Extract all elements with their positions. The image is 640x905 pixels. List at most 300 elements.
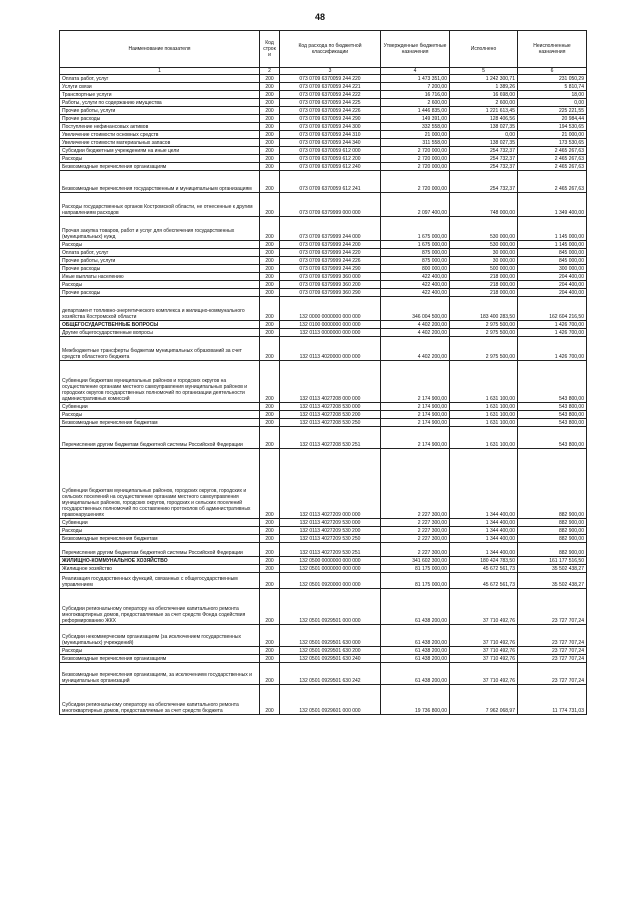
row-executed: 500 000,00 — [450, 265, 518, 273]
row-remaining: 882 900,00 — [518, 449, 587, 519]
table-row — [60, 217, 587, 241]
row-remaining: 845 000,00 — [518, 257, 587, 265]
row-name: Иные выплаты населению — [60, 273, 260, 281]
row-budget-code: 073 0709 6370059 244 300 — [280, 123, 381, 131]
row-budget-code: 132 0501 0920000 000 000 — [280, 573, 381, 589]
row-executed: 128 406,56 — [450, 115, 518, 123]
table-row — [60, 83, 587, 91]
row-remaining: 23 727 707,24 — [518, 647, 587, 655]
row-approved: 2 227 300,00 — [381, 449, 450, 519]
row-approved: 2 600,00 — [381, 99, 450, 107]
row-approved: 4 402 200,00 — [381, 321, 450, 329]
row-line-code: 200 — [260, 685, 280, 715]
row-name: Работы, услуги по содержанию имущества — [60, 99, 260, 107]
row-remaining: 1 426 700,00 — [518, 329, 587, 337]
row-name: департамент топливно-энергетического комплекса и жилищно-коммунального хозяйства Костромской области — [60, 297, 260, 321]
row-remaining: 18,00 — [518, 91, 587, 99]
row-line-code: 200 — [260, 527, 280, 535]
row-line-code: 200 — [260, 655, 280, 663]
row-executed: 1 221 613,45 — [450, 107, 518, 115]
row-name: Безвозмездные перечисления бюджетам — [60, 535, 260, 543]
row-executed: 254 732,37 — [450, 155, 518, 163]
row-budget-code: 073 0709 6370059 244 222 — [280, 91, 381, 99]
row-executed: 1 631 100,00 — [450, 361, 518, 403]
row-approved: 341 602 300,00 — [381, 557, 450, 565]
row-line-code: 200 — [260, 543, 280, 557]
table-row — [60, 321, 587, 329]
row-name: Прочая закупка товаров, работ и услуг для обеспечения государственных (муниципальных) нужд — [60, 217, 260, 241]
row-name: Безвозмездные перечисления организациям — [60, 655, 260, 663]
row-budget-code: 073 0709 6370059 244 310 — [280, 131, 381, 139]
row-name: ЖИЛИЩНО-КОММУНАЛЬНОЕ ХОЗЯЙСТВО — [60, 557, 260, 565]
row-budget-code: 132 0113 4027209 530 251 — [280, 543, 381, 557]
row-remaining: 23 727 707,24 — [518, 589, 587, 625]
table-row — [60, 75, 587, 83]
row-approved: 2 227 300,00 — [381, 527, 450, 535]
row-remaining: 35 502 438,27 — [518, 565, 587, 573]
row-remaining: 2 465 267,63 — [518, 147, 587, 155]
row-executed: 1 631 100,00 — [450, 403, 518, 411]
row-executed: 254 732,37 — [450, 147, 518, 155]
column-number: 2 — [260, 68, 280, 75]
row-line-code: 200 — [260, 411, 280, 419]
table-row — [60, 337, 587, 361]
row-remaining: 162 604 216,50 — [518, 297, 587, 321]
row-executed: 37 710 492,76 — [450, 647, 518, 655]
row-line-code: 200 — [260, 155, 280, 163]
row-line-code: 200 — [260, 139, 280, 147]
table-row — [60, 543, 587, 557]
column-number-row — [60, 68, 587, 75]
row-remaining: 161 177 516,50 — [518, 557, 587, 565]
row-budget-code: 132 0501 0929501 630 242 — [280, 663, 381, 685]
table-row — [60, 91, 587, 99]
header-executed: Исполнено — [450, 31, 518, 68]
row-approved: 2 720 000,00 — [381, 155, 450, 163]
table-row — [60, 163, 587, 171]
row-remaining: 35 502 438,27 — [518, 573, 587, 589]
row-line-code: 200 — [260, 115, 280, 123]
row-remaining: 2 465 267,63 — [518, 171, 587, 193]
column-number: 1 — [60, 68, 260, 75]
row-remaining: 2 465 267,63 — [518, 155, 587, 163]
row-line-code: 200 — [260, 419, 280, 427]
row-remaining: 882 900,00 — [518, 543, 587, 557]
row-approved: 21 000,00 — [381, 131, 450, 139]
row-name: Прочие работы, услуги — [60, 257, 260, 265]
row-line-code: 200 — [260, 217, 280, 241]
row-budget-code: 073 0709 6379999 244 220 — [280, 249, 381, 257]
row-remaining: 231 050,29 — [518, 75, 587, 83]
row-budget-code: 132 0113 4027208 530 000 — [280, 403, 381, 411]
row-line-code: 200 — [260, 297, 280, 321]
row-executed: 1 631 100,00 — [450, 411, 518, 419]
row-line-code: 200 — [260, 337, 280, 361]
column-number: 5 — [450, 68, 518, 75]
row-budget-code: 073 0709 6370059 244 225 — [280, 99, 381, 107]
row-remaining: 0,00 — [518, 99, 587, 107]
row-line-code: 200 — [260, 403, 280, 411]
row-budget-code: 132 0113 4027208 530 200 — [280, 411, 381, 419]
row-remaining: 882 900,00 — [518, 527, 587, 535]
row-line-code: 200 — [260, 193, 280, 217]
header-budget-classification: Код расхода по бюджетной классификации — [280, 31, 381, 68]
table-row — [60, 449, 587, 519]
row-approved: 19 736 800,00 — [381, 685, 450, 715]
row-line-code: 200 — [260, 163, 280, 171]
row-remaining: 300 000,00 — [518, 265, 587, 273]
row-line-code: 200 — [260, 273, 280, 281]
table-row — [60, 663, 587, 685]
row-approved: 332 558,00 — [381, 123, 450, 131]
table-row — [60, 625, 587, 647]
row-budget-code: 132 0501 0000000 000 000 — [280, 565, 381, 573]
table-row — [60, 527, 587, 535]
row-approved: 422 400,00 — [381, 273, 450, 281]
row-name: Жилищное хозяйство — [60, 565, 260, 573]
row-executed: 37 710 492,76 — [450, 589, 518, 625]
table-row — [60, 273, 587, 281]
row-budget-code: 132 0113 4027209 530 200 — [280, 527, 381, 535]
row-line-code: 200 — [260, 427, 280, 449]
row-executed: 2 975 500,00 — [450, 329, 518, 337]
header-remaining: Неисполненные назначения — [518, 31, 587, 68]
row-budget-code: 132 0113 4027208 530 251 — [280, 427, 381, 449]
row-executed: 180 424 783,50 — [450, 557, 518, 565]
row-remaining: 543 800,00 — [518, 361, 587, 403]
row-budget-code: 132 0113 4027209 530 250 — [280, 535, 381, 543]
row-executed: 183 400 283,50 — [450, 297, 518, 321]
row-line-code: 200 — [260, 281, 280, 289]
row-approved: 2 720 000,00 — [381, 171, 450, 193]
row-budget-code: 132 0501 0929501 000 000 — [280, 589, 381, 625]
row-name: Оплата работ, услуг — [60, 249, 260, 257]
row-remaining: 543 800,00 — [518, 403, 587, 411]
row-approved: 61 438 200,00 — [381, 663, 450, 685]
row-executed: 30 000,00 — [450, 257, 518, 265]
row-name: Субсидии некоммерческим организациям (за исключением государственных (муниципальных) учреждений) — [60, 625, 260, 647]
row-name: Услуги связи — [60, 83, 260, 91]
row-budget-code: 132 0113 4027209 530 000 — [280, 519, 381, 527]
row-remaining: 225 221,55 — [518, 107, 587, 115]
row-budget-code: 132 0100 0000000 000 000 — [280, 321, 381, 329]
row-remaining: 845 000,00 — [518, 249, 587, 257]
row-line-code: 200 — [260, 75, 280, 83]
row-approved: 2 174 900,00 — [381, 361, 450, 403]
row-remaining: 882 900,00 — [518, 519, 587, 527]
row-remaining: 2 465 267,63 — [518, 163, 587, 171]
table-row — [60, 123, 587, 131]
row-line-code: 200 — [260, 131, 280, 139]
row-remaining: 11 774 731,03 — [518, 685, 587, 715]
row-name: Реализация государственных функций, связанных с общегосударственным управлением — [60, 573, 260, 589]
row-budget-code: 132 0501 0929501 630 200 — [280, 647, 381, 655]
column-number: 3 — [280, 68, 381, 75]
row-remaining: 23 727 707,24 — [518, 655, 587, 663]
row-remaining: 204 400,00 — [518, 273, 587, 281]
header-line-code: Код строк и — [260, 31, 280, 68]
row-budget-code: 073 0709 6370059 244 220 — [280, 75, 381, 83]
row-line-code: 200 — [260, 241, 280, 249]
row-remaining: 204 400,00 — [518, 289, 587, 297]
row-budget-code: 073 0709 6370059 612 200 — [280, 155, 381, 163]
budget-execution-table — [59, 30, 587, 715]
table-row — [60, 411, 587, 419]
row-remaining: 20 984,44 — [518, 115, 587, 123]
row-remaining: 1 349 400,00 — [518, 193, 587, 217]
row-approved: 422 400,00 — [381, 289, 450, 297]
row-executed: 1 631 100,00 — [450, 419, 518, 427]
row-executed: 530 000,00 — [450, 241, 518, 249]
row-remaining: 194 530,65 — [518, 123, 587, 131]
row-executed: 16 698,00 — [450, 91, 518, 99]
row-budget-code: 132 0000 0000000 000 000 — [280, 297, 381, 321]
row-line-code: 200 — [260, 565, 280, 573]
row-approved: 800 000,00 — [381, 265, 450, 273]
row-executed: 138 027,35 — [450, 123, 518, 131]
row-name: Расходы — [60, 647, 260, 655]
row-remaining: 204 400,00 — [518, 281, 587, 289]
table-row — [60, 281, 587, 289]
row-budget-code: 073 0709 6370059 244 290 — [280, 115, 381, 123]
header-approved: Утвержденные бюджетные назначения — [381, 31, 450, 68]
row-remaining: 23 727 707,24 — [518, 663, 587, 685]
row-name: Субсидии бюджетным учреждениям на иные цели — [60, 147, 260, 155]
row-name: Безвозмездные перечисления бюджетам — [60, 419, 260, 427]
row-line-code: 200 — [260, 171, 280, 193]
row-name: Расходы — [60, 155, 260, 163]
row-approved: 1 675 000,00 — [381, 241, 450, 249]
row-line-code: 200 — [260, 647, 280, 655]
row-name: Перечисления другим бюджетам бюджетной системы Российской Федерации — [60, 427, 260, 449]
row-budget-code: 073 0709 6379999 360 000 — [280, 273, 381, 281]
table-row — [60, 655, 587, 663]
row-approved: 1 446 835,00 — [381, 107, 450, 115]
row-line-code: 200 — [260, 91, 280, 99]
row-remaining: 1 426 700,00 — [518, 337, 587, 361]
row-line-code: 200 — [260, 573, 280, 589]
table-row — [60, 171, 587, 193]
table-row — [60, 265, 587, 273]
row-approved: 875 000,00 — [381, 249, 450, 257]
row-budget-code: 073 0709 6379999 360 200 — [280, 281, 381, 289]
row-remaining: 543 800,00 — [518, 411, 587, 419]
table-row — [60, 131, 587, 139]
table-row — [60, 115, 587, 123]
row-name: Оплата работ, услуг — [60, 75, 260, 83]
table-row — [60, 557, 587, 565]
table-row — [60, 155, 587, 163]
table-row — [60, 647, 587, 655]
column-number: 6 — [518, 68, 587, 75]
table-row — [60, 99, 587, 107]
row-executed: 45 672 561,73 — [450, 573, 518, 589]
row-executed: 1 344 400,00 — [450, 449, 518, 519]
row-budget-code: 073 0709 6379999 244 200 — [280, 241, 381, 249]
row-approved: 1 473 351,00 — [381, 75, 450, 83]
row-executed: 748 000,00 — [450, 193, 518, 217]
row-budget-code: 073 0709 6379999 244 000 — [280, 217, 381, 241]
row-executed: 2 975 500,00 — [450, 337, 518, 361]
row-line-code: 200 — [260, 449, 280, 519]
row-executed: 218 000,00 — [450, 289, 518, 297]
row-budget-code: 073 0709 6370059 244 226 — [280, 107, 381, 115]
row-budget-code: 132 0113 4027208 530 250 — [280, 419, 381, 427]
row-name: Прочие расходы — [60, 115, 260, 123]
row-approved: 16 716,00 — [381, 91, 450, 99]
row-approved: 2 720 000,00 — [381, 163, 450, 171]
row-approved: 2 227 300,00 — [381, 543, 450, 557]
row-line-code: 200 — [260, 663, 280, 685]
row-executed: 37 710 492,76 — [450, 655, 518, 663]
row-approved: 2 720 000,00 — [381, 147, 450, 155]
table-row — [60, 419, 587, 427]
column-number: 4 — [381, 68, 450, 75]
row-budget-code: 132 0113 4027208 000 000 — [280, 361, 381, 403]
row-budget-code: 073 0709 6379999 244 290 — [280, 265, 381, 273]
row-budget-code: 073 0709 6379999 000 000 — [280, 193, 381, 217]
row-line-code: 200 — [260, 99, 280, 107]
row-remaining: 1 145 000,00 — [518, 217, 587, 241]
row-line-code: 200 — [260, 321, 280, 329]
row-approved: 7 200,00 — [381, 83, 450, 91]
row-line-code: 200 — [260, 519, 280, 527]
row-executed: 1 389,26 — [450, 83, 518, 91]
row-remaining: 543 800,00 — [518, 427, 587, 449]
row-line-code: 200 — [260, 123, 280, 131]
row-budget-code: 132 0113 4027209 000 000 — [280, 449, 381, 519]
row-line-code: 200 — [260, 329, 280, 337]
row-name: Увеличение стоимости основных средств — [60, 131, 260, 139]
table-row — [60, 241, 587, 249]
table-row — [60, 249, 587, 257]
row-line-code: 200 — [260, 83, 280, 91]
row-executed: 2 975 500,00 — [450, 321, 518, 329]
row-approved: 61 438 200,00 — [381, 655, 450, 663]
row-name: Увеличение стоимости материальных запасов — [60, 139, 260, 147]
row-name: Расходы государственных органов Костромской области, не отнесенные к другим направлениям расходов — [60, 193, 260, 217]
row-remaining: 23 727 707,24 — [518, 625, 587, 647]
row-name: Субвенции — [60, 519, 260, 527]
table-row — [60, 427, 587, 449]
row-approved: 81 175 000,00 — [381, 573, 450, 589]
row-executed: 45 672 561,73 — [450, 565, 518, 573]
row-approved: 346 004 500,00 — [381, 297, 450, 321]
row-name: Расходы — [60, 527, 260, 535]
row-name: Прочие расходы — [60, 265, 260, 273]
table-body — [60, 75, 587, 715]
row-approved: 422 400,00 — [381, 281, 450, 289]
row-line-code: 200 — [260, 289, 280, 297]
row-approved: 4 402 200,00 — [381, 329, 450, 337]
row-executed: 530 000,00 — [450, 217, 518, 241]
row-name: Безвозмездные перечисления организациям — [60, 163, 260, 171]
table-row — [60, 257, 587, 265]
table-row — [60, 573, 587, 589]
row-executed: 2 600,00 — [450, 99, 518, 107]
row-executed: 1 344 400,00 — [450, 535, 518, 543]
table-row — [60, 147, 587, 155]
row-remaining: 21 000,00 — [518, 131, 587, 139]
row-budget-code: 073 0709 6370059 244 340 — [280, 139, 381, 147]
table-row — [60, 329, 587, 337]
row-remaining: 173 530,65 — [518, 139, 587, 147]
row-remaining: 1 426 700,00 — [518, 321, 587, 329]
row-name: Субвенции бюджетам муниципальных районов и городских округов на осуществление органами местного самоуправления муниципальных районов и городских округов государственных полномочий по организации деятельности административных комиссий — [60, 361, 260, 403]
row-name: Прочие работы, услуги — [60, 107, 260, 115]
row-line-code: 200 — [260, 249, 280, 257]
row-approved: 61 438 200,00 — [381, 625, 450, 647]
row-executed: 1 344 400,00 — [450, 527, 518, 535]
row-budget-code: 073 0709 6370059 612 240 — [280, 163, 381, 171]
row-budget-code: 073 0709 6370059 612 000 — [280, 147, 381, 155]
row-line-code: 200 — [260, 361, 280, 403]
header-indicator-name: Наименование показателя — [60, 31, 260, 68]
row-name: Перечисления другим бюджетам бюджетной системы Российской Федерации — [60, 543, 260, 557]
row-line-code: 200 — [260, 625, 280, 647]
table-header-row — [60, 31, 587, 68]
row-name: Межбюджетные трансферты бюджетам муниципальных образований за счет средств областного бюджета — [60, 337, 260, 361]
row-executed: 218 000,00 — [450, 273, 518, 281]
row-name: Безвозмездные перечисления государственным и муниципальным организациям — [60, 171, 260, 193]
row-budget-code: 132 0500 0000000 000 000 — [280, 557, 381, 565]
row-executed: 218 000,00 — [450, 281, 518, 289]
row-budget-code: 132 0501 0929501 630 000 — [280, 625, 381, 647]
row-executed: 37 710 492,76 — [450, 663, 518, 685]
row-name: Расходы — [60, 241, 260, 249]
row-name: Расходы — [60, 281, 260, 289]
row-name: Субвенции бюджетам муниципальных районов, городских округов, городских и сельских поселений на осуществление органами местного самоуправления муниципальных районов, городских округов, городских и сельских поселений государственных полномочий по составлению протоколов об административных правонарушениях — [60, 449, 260, 519]
row-executed: 1 631 100,00 — [450, 427, 518, 449]
table-row — [60, 361, 587, 403]
row-approved: 2 097 400,00 — [381, 193, 450, 217]
table-row — [60, 193, 587, 217]
row-approved: 61 438 200,00 — [381, 647, 450, 655]
row-name: Безвозмездные перечисления организациям, за исключением государственных и муниципальных организаций — [60, 663, 260, 685]
row-name: Субвенции — [60, 403, 260, 411]
row-executed: 1 242 300,71 — [450, 75, 518, 83]
table-row — [60, 519, 587, 527]
row-budget-code: 073 0709 6379999 244 226 — [280, 257, 381, 265]
row-line-code: 200 — [260, 107, 280, 115]
row-approved: 1 675 000,00 — [381, 217, 450, 241]
row-executed: 7 962 068,97 — [450, 685, 518, 715]
row-approved: 61 438 200,00 — [381, 589, 450, 625]
row-remaining: 1 145 000,00 — [518, 241, 587, 249]
row-budget-code: 132 0113 0000000 000 000 — [280, 329, 381, 337]
row-line-code: 200 — [260, 557, 280, 565]
row-budget-code: 073 0709 6370059 612 241 — [280, 171, 381, 193]
page-number: 48 — [314, 12, 325, 22]
row-executed: 1 344 400,00 — [450, 543, 518, 557]
row-executed: 30 000,00 — [450, 249, 518, 257]
row-line-code: 200 — [260, 257, 280, 265]
row-executed: 254 732,37 — [450, 163, 518, 171]
row-approved: 2 174 900,00 — [381, 427, 450, 449]
row-remaining: 5 810,74 — [518, 83, 587, 91]
row-approved: 311 558,00 — [381, 139, 450, 147]
row-name: Прочие расходы — [60, 289, 260, 297]
row-approved: 2 174 900,00 — [381, 403, 450, 411]
row-budget-code: 073 0709 6370059 244 221 — [280, 83, 381, 91]
row-line-code: 200 — [260, 147, 280, 155]
row-name: Поступление нефинансовых активов — [60, 123, 260, 131]
row-executed: 0,00 — [450, 131, 518, 139]
row-name: Расходы — [60, 411, 260, 419]
row-budget-code: 132 0501 0929601 000 000 — [280, 685, 381, 715]
row-line-code: 200 — [260, 535, 280, 543]
table-row — [60, 139, 587, 147]
